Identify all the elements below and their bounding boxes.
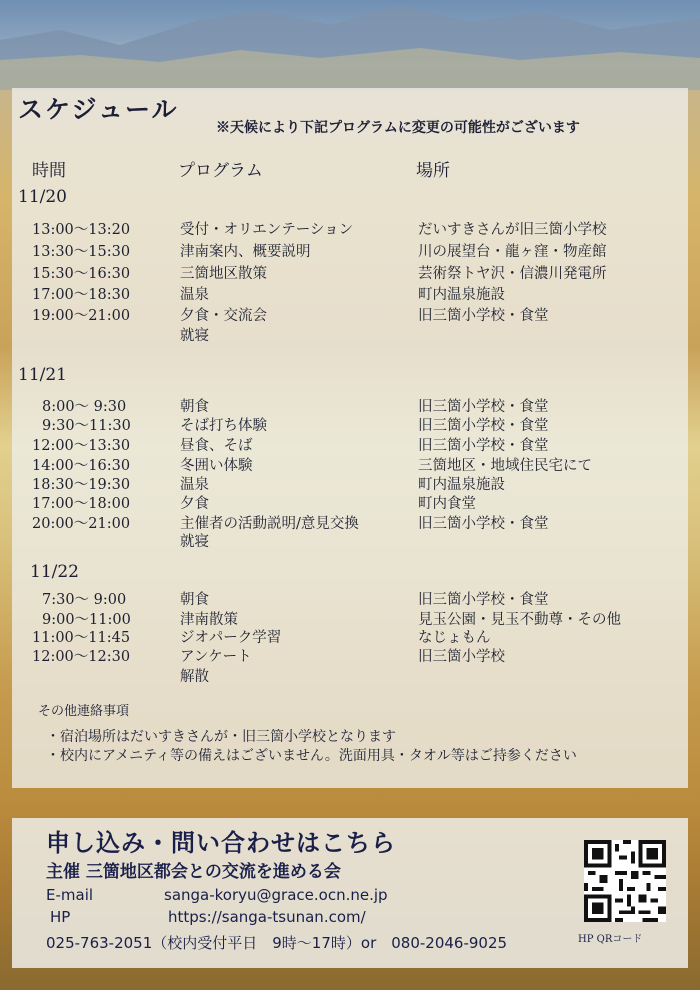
day-date: 11/21	[18, 365, 67, 385]
row-program: 冬囲い体験	[180, 458, 253, 474]
row-time: 12:00～13:30	[32, 438, 131, 454]
schedule-row	[0, 473, 700, 493]
row-time: 13:00～13:20	[32, 222, 131, 238]
row-program: 昼食、そば	[180, 438, 253, 454]
column-header-place: 場所	[416, 161, 450, 181]
row-program: 三箇地区散策	[180, 266, 267, 282]
mountain-silhouette	[0, 0, 700, 90]
row-program: 解散	[180, 669, 209, 685]
row-time: 8:00～ 9:30	[42, 399, 127, 415]
row-time: 15:30～16:30	[32, 266, 131, 282]
row-time: 17:00～18:00	[32, 496, 131, 512]
row-time: 9:30～11:30	[42, 418, 131, 434]
row-program: 温泉	[180, 477, 209, 493]
schedule-row	[0, 434, 700, 454]
row-time: 7:30～ 9:00	[42, 592, 127, 608]
row-program: ジオパーク学習	[180, 630, 282, 646]
row-place: だいすきさんが旧三箇小学校	[418, 222, 607, 238]
row-time: 18:30～19:30	[32, 477, 131, 493]
schedule-row	[0, 324, 700, 344]
other-notes-heading: その他連絡事項	[38, 704, 130, 719]
weather-notice: ※天候により下記プログラムに変更の可能性がございます	[216, 120, 580, 136]
row-time: 14:00～16:30	[32, 458, 131, 474]
hp-label: HP	[50, 908, 71, 926]
schedule-row	[0, 608, 700, 628]
row-program: 朝食	[180, 592, 209, 608]
row-place: 旧三箇小学校・食堂	[418, 438, 549, 454]
row-time: 11:00～11:45	[32, 630, 131, 646]
row-program: アンケート	[180, 649, 252, 665]
schedule-row	[0, 665, 700, 685]
row-place: 三箇地区・地域住民宅にて	[418, 458, 592, 474]
row-program: 朝食	[180, 399, 209, 415]
row-time: 9:00～11:00	[42, 612, 131, 628]
row-place: 旧三箇小学校・食堂	[418, 516, 549, 532]
note-item: ・校内にアメニティ等の備えはございません。洗面用具・タオル等はご持参ください	[46, 748, 577, 764]
row-place: 旧三箇小学校・食堂	[418, 592, 549, 608]
schedule-row	[0, 262, 700, 282]
qr-caption: HP QRコード	[578, 934, 643, 945]
row-place: 町内食堂	[418, 496, 476, 512]
row-program: 就寝	[180, 328, 209, 344]
row-time: 12:00～12:30	[32, 649, 131, 665]
schedule-row	[0, 283, 700, 303]
row-program: 夕食・交流会	[180, 308, 267, 324]
row-place: 川の展望台・龍ヶ窪・物産館	[418, 244, 607, 260]
page-title: スケジュール	[18, 95, 179, 124]
schedule-row	[0, 492, 700, 512]
row-place: 旧三箇小学校・食堂	[418, 308, 549, 324]
phone-info: 025-763-2051（校内受付平日 9時～17時）or 080-2046-9025	[46, 934, 508, 952]
schedule-row	[0, 218, 700, 238]
schedule-row	[0, 588, 700, 608]
schedule-row	[0, 395, 700, 415]
row-place: 町内温泉施設	[418, 287, 505, 303]
schedule-row	[0, 454, 700, 474]
row-program: そば打ち体験	[180, 418, 267, 434]
qr-code-icon[interactable]	[584, 840, 666, 922]
homepage-link[interactable]: https://sanga-tsunan.com/	[168, 908, 366, 926]
row-place: 見玉公園・見玉不動尊・その他	[418, 612, 621, 628]
contact-title: 申し込み・問い合わせはこちら	[46, 829, 396, 857]
row-place: 旧三箇小学校	[418, 649, 505, 665]
row-time: 20:00～21:00	[32, 516, 131, 532]
row-program: 主催者の活動説明/意見交換	[180, 516, 359, 532]
row-time: 19:00～21:00	[32, 308, 131, 324]
schedule-row	[0, 414, 700, 434]
row-place: 芸術祭トヤ沢・信濃川発電所	[418, 266, 607, 282]
organizer-name: 主催 三箇地区都会との交流を進める会	[46, 862, 341, 882]
schedule-row	[0, 512, 700, 532]
row-program: 受付・オリエンテーション	[180, 222, 354, 238]
row-place: 旧三箇小学校・食堂	[418, 399, 549, 415]
schedule-row	[0, 304, 700, 324]
column-header-program: プログラム	[178, 161, 263, 181]
row-program: 温泉	[180, 287, 209, 303]
day-date: 11/20	[18, 187, 67, 207]
note-item: ・宿泊場所はだいすきさんが・旧三箇小学校となります	[46, 729, 396, 745]
email-link[interactable]: sanga-koryu@grace.ocn.ne.jp	[164, 886, 388, 904]
row-time: 13:30～15:30	[32, 244, 131, 260]
row-place: なじょもん	[418, 630, 491, 646]
schedule-row	[0, 645, 700, 665]
email-label: E-mail	[46, 886, 94, 904]
row-program: 津南散策	[180, 612, 238, 628]
row-program: 就寝	[180, 534, 209, 550]
row-program: 夕食	[180, 496, 209, 512]
schedule-row	[0, 626, 700, 646]
day-date: 11/22	[30, 562, 79, 582]
row-place: 旧三箇小学校・食堂	[418, 418, 549, 434]
column-header-time: 時間	[32, 161, 66, 181]
schedule-row	[0, 240, 700, 260]
row-time: 17:00～18:30	[32, 287, 131, 303]
row-program: 津南案内、概要説明	[180, 244, 311, 260]
schedule-row	[0, 530, 700, 550]
row-place: 町内温泉施設	[418, 477, 505, 493]
